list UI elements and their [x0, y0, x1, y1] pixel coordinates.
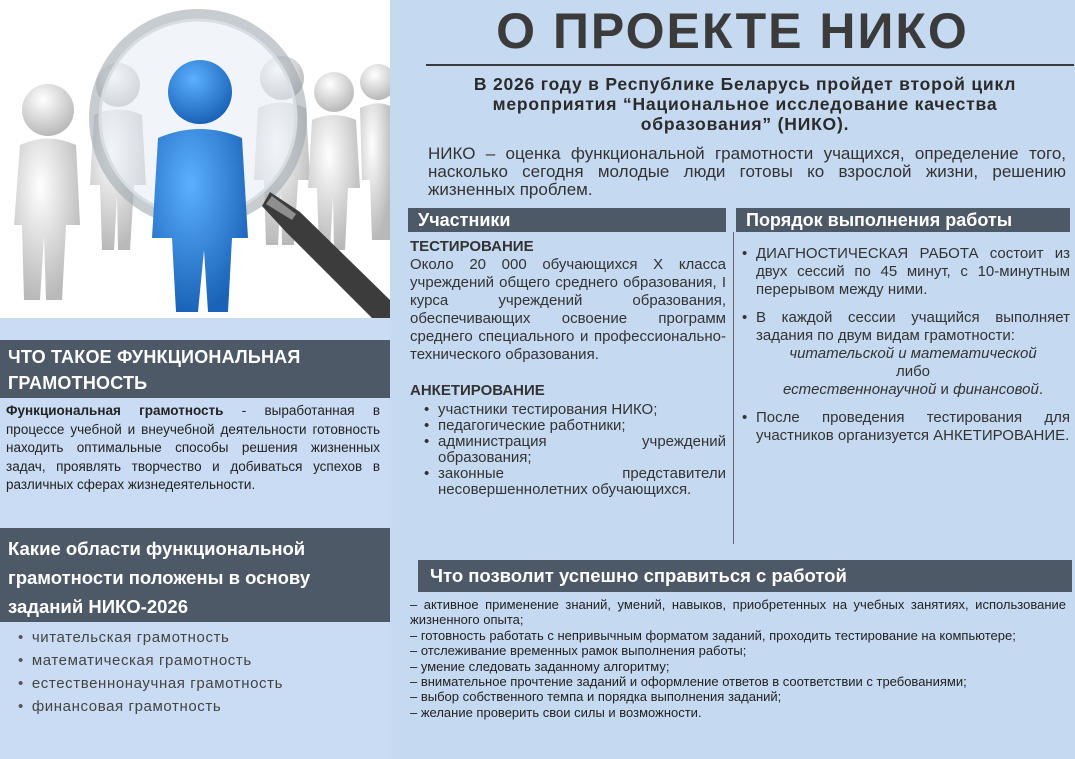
areas-list	[18, 626, 283, 718]
magnifier-illustration	[0, 0, 390, 318]
list-item: • финансовая грамотность	[18, 695, 283, 718]
literacy-end: .	[1038, 381, 1043, 398]
list-item: • участники тестирования НИКО;	[420, 402, 726, 418]
page-title: О ПРОЕКТЕ НИКО	[496, 3, 969, 59]
list-item: – желание проверить свои силы и возможности.	[410, 704, 702, 720]
success-list	[410, 597, 1066, 720]
column-divider	[733, 232, 734, 544]
survey-title: АНКЕТИРОВАНИЕ	[410, 382, 545, 399]
literacy-pair-1: читательской и математической	[789, 345, 1037, 362]
procedure-item	[740, 309, 1070, 399]
list-item: • законные представители несовершеннолетних обучающихся.	[420, 466, 726, 498]
literacy-natural: естественнонаучной	[783, 381, 937, 398]
testing-title: ТЕСТИРОВАНИЕ	[410, 238, 534, 255]
literacy-financial: финансовой	[953, 381, 1039, 398]
success-heading: Что позволит успешно справиться с работой	[418, 560, 1072, 592]
procedure-item: • ДИАГНОСТИЧЕСКАЯ РАБОТА состоит из двух сессий по 45 минут, с 10-минутным перерывом между ними.	[740, 245, 1070, 299]
list-item: • математическая грамотность	[18, 649, 283, 672]
functional-literacy-text: - выработанная в процессе учебной и внеучебной деятельности готовность находить оптимальные способы решения жизненных задач, проявлять творчество и добиваться успехов в различных сферах жизнедеятельности.	[6, 403, 380, 492]
procedure-section	[740, 245, 1070, 455]
list-item: – готовность работать с непривычным форматом заданий, проходить тестирование на компьютере;	[410, 627, 1016, 643]
participants-heading: Участники	[408, 208, 726, 232]
procedure-item: • После проведения тестирования для участников организуется АНКЕТИРОВАНИЕ.	[740, 409, 1070, 445]
participants-section	[410, 238, 726, 498]
right-column	[390, 0, 1075, 759]
title-divider	[426, 64, 1074, 66]
list-item: • педагогические работники;	[420, 418, 726, 434]
literacy-and: и	[936, 381, 954, 398]
literacy-pair-2	[756, 381, 1070, 399]
left-column	[0, 0, 390, 759]
niko-definition: НИКО – оценка функциональной грамотности учащихся, определение того, насколько сегодня молодые люди готовы ко взрослой жизни, решению жизненных проблем.	[428, 144, 1066, 199]
list-item: • администрация учреждений образования;	[420, 434, 726, 466]
functional-literacy-heading: ЧТО ТАКОЕ ФУНКЦИОНАЛЬНАЯ ГРАМОТНОСТЬ	[0, 340, 390, 398]
list-item: – активное применение знаний, умений, навыков, приобретенных на учебных занятиях, использование жизненного опыта;	[410, 597, 1066, 628]
functional-literacy-term: Функциональная грамотность	[6, 403, 224, 418]
magnifier-people-icon	[0, 0, 390, 318]
procedure-item-text: В каждой сессии учащийся выполняет задания по двум видам грамотности:	[756, 309, 1070, 344]
literacy-or: либо	[895, 363, 931, 380]
list-item: • читательская грамотность	[18, 626, 283, 649]
list-item: – внимательное прочтение заданий и оформление ответов в соответствии с требованиями;	[410, 674, 967, 690]
list-item: • естественнонаучная грамотность	[18, 672, 283, 695]
list-item: – выбор собственного темпа и порядка выполнения заданий;	[410, 689, 782, 705]
list-item: – отслеживание временных рамок выполнения работы;	[410, 643, 747, 659]
survey-list	[410, 402, 726, 498]
intro-text: В 2026 году в Республике Беларусь пройдет второй цикл мероприятия “Национальное исследование качества образования” (НИКО).	[473, 74, 1017, 134]
list-item: – умение следовать заданному алгоритму;	[410, 658, 670, 674]
areas-heading: Какие области функциональной грамотности положены в основу заданий НИКО-2026	[0, 528, 390, 622]
testing-text: Около 20 000 обучающихся X класса учреждений общего среднего образования, I курса учреждений образования, обеспечивающих освоение программ среднего специального и профессионально-технического образования.	[410, 256, 726, 363]
functional-literacy-definition	[6, 402, 380, 495]
procedure-heading: Порядок выполнения работы	[736, 208, 1070, 232]
